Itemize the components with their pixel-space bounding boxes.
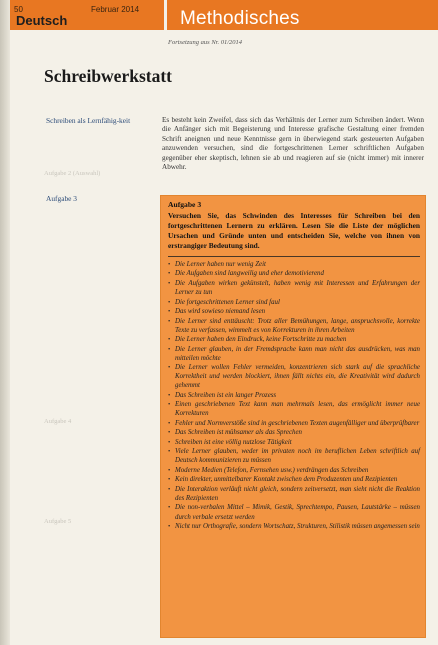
intro-paragraph: Es besteht kein Zweifel, dass sich das Verhältnis der Lerner zum Schreiben ändert. Wenn die Anfänger sich mit Begeisterung und Interesse grafische Gestaltung einer fremden Schrift aneignen und neue Kenntnisse gern in überwiegend stark gesteuerten Aufgaben anzuwenden versuchen, sind die fortgeschrittenen Lerner schriftlichen Aufgaben gegenüber eher skeptisch, lehnen sie ab und reagieren auf sie (nicht immer) mit innerer Abwehr.: [162, 116, 424, 172]
reason-text: Die Lerner glauben, in der Fremdsprache kann man nicht das ausdrücken, was man mitteilen möchte: [175, 345, 420, 362]
bullet-icon: •: [168, 476, 171, 484]
reason-text: Die Lerner sind enttäuscht: Trotz aller Bemühungen, lange, anspruchsvolle, korrekte Texte zu verfassen, wimmelt es von Korrekturen in ihren Arbeiten: [175, 317, 420, 334]
reason-text: Das wird sowieso niemand lesen: [175, 308, 266, 316]
reason-text: Moderne Medien (Telefon, Fernsehen usw.) verdrängen das Schreiben: [175, 466, 369, 474]
bullet-icon: •: [168, 279, 171, 287]
bullet-icon: •: [168, 270, 171, 278]
reason-text: Die Lerner haben nur wenig Zeit: [175, 261, 266, 268]
header-divider: [164, 0, 167, 30]
continuation-note: Fortsetzung aus Nr. 01/2014: [168, 39, 243, 46]
sidebar-task-label: Aufgabe 3: [46, 194, 77, 203]
reason-item: [168, 391, 420, 400]
reason-text: Die non-verbalen Mittel – Mimik, Gestik, Sprechtempo, Pausen, Lautstärke – müssen durch verbale ersetzt werden: [175, 504, 420, 521]
reason-text: Kein direkter, unmittelbarer Kontakt zwischen dem Produzenten und Rezipienten: [175, 476, 398, 484]
reason-item: [168, 447, 420, 465]
bullet-icon: •: [168, 504, 171, 512]
reason-item: [168, 522, 420, 531]
article-title: Schreibwerkstatt: [44, 66, 172, 86]
issue-date: Februar 2014: [91, 5, 140, 14]
reason-item: [168, 317, 420, 335]
reason-item: [168, 485, 420, 503]
bullet-icon: •: [168, 466, 171, 474]
bullet-icon: •: [168, 364, 171, 372]
reason-item: [168, 400, 420, 418]
reason-text: Das Schreiben ist ein langer Prozess: [175, 391, 277, 399]
bullet-icon: •: [168, 485, 171, 493]
reason-item: [168, 503, 420, 521]
reason-text: Die Lerner haben den Eindruck, keine Fortschritte zu machen: [175, 336, 347, 344]
sidebar-faint-line: Aufgabe 5: [44, 518, 72, 525]
bullet-icon: •: [168, 261, 171, 268]
reason-text: Die Aufgaben wirken gekünstelt, haben wenig mit Interessen und Erfahrungen der Lerner zu tun: [175, 279, 420, 297]
task-divider: [168, 256, 420, 257]
sidebar-learning-goal-label: Schreiben als Lernfähig-keit: [46, 116, 131, 125]
task-box: [160, 195, 426, 638]
reason-item: [168, 345, 420, 363]
reason-item: [168, 260, 420, 269]
bullet-icon: •: [168, 298, 171, 306]
reason-item: [168, 269, 420, 278]
reason-text: Die Lerner wollen Fehler vermeiden, konzentrieren sich stark auf die sprachliche Korrektheit und werden blockiert, ihnen fällt nichts ein, die Kreativität wird dadurch gehemmt: [175, 364, 420, 390]
bullet-icon: •: [168, 401, 171, 409]
bullet-icon: •: [168, 308, 171, 316]
reason-text: Das Schreiben ist mühsamer als das Sprechen: [175, 429, 302, 437]
reason-item: [168, 419, 420, 428]
section-title: Methodisches: [180, 8, 300, 29]
bullet-icon: •: [168, 429, 171, 437]
page-number: 50: [14, 5, 23, 14]
reason-item: [168, 363, 420, 390]
reason-item: [168, 428, 420, 437]
page-header: [10, 0, 438, 30]
bullet-icon: •: [168, 391, 171, 399]
reason-item: [168, 298, 420, 307]
bullet-icon: •: [168, 419, 171, 427]
sidebar-faint-line: Aufgabe 4: [44, 418, 72, 425]
reason-text: Einen geschriebenen Text kann man mehrmals lesen, das ermöglicht immer neue Korrekturen: [175, 401, 420, 418]
reason-text: Die Aufgaben sind langweilig und eher demotivierend: [175, 270, 324, 278]
bullet-icon: •: [168, 523, 171, 531]
reason-item: [168, 279, 420, 297]
reason-item: [168, 475, 420, 484]
reason-item: [168, 335, 420, 344]
reason-text: Die fortgeschrittenen Lerner sind faul: [175, 298, 280, 306]
sidebar-faint-line: Aufgabe 2 (Auswahl): [44, 170, 101, 177]
reason-text: Viele Lerner glauben, weder im privaten noch im beruflichen Leben schriftlich auf Deutsch kommunizieren zu müssen: [175, 448, 420, 465]
reason-text: Nicht nur Orthografie, sondern Wortschatz, Strukturen, Stilistik müssen angemessen sein: [175, 523, 420, 531]
bullet-icon: •: [168, 345, 171, 353]
page-binding-edge: [0, 0, 10, 645]
reason-item: [168, 307, 420, 316]
task-instruction: Versuchen Sie, das Schwinden des Interesses für Schreiben bei den fortgeschrittenen Lernern zu erklären. Lesen Sie die Liste der möglichen Ursachen und Gründe unten und entscheiden Sie, welche von ihnen von erstrangiger Bedeutung sind.: [168, 211, 420, 250]
bullet-icon: •: [168, 438, 171, 446]
reason-text: Die Interaktion verläuft nicht gleich, sondern zeitversetzt, man sieht nicht die Reaktion des Rezipienten: [175, 485, 420, 502]
reason-item: [168, 466, 420, 475]
bullet-icon: •: [168, 317, 171, 325]
bullet-icon: •: [168, 336, 171, 344]
task-title: Aufgabe 3: [168, 200, 202, 209]
reason-item: [168, 438, 420, 447]
reason-text: Fehler und Normverstöße sind in geschriebenen Texten augenfälliger und überprüfbarer: [175, 419, 420, 427]
bullet-icon: •: [168, 448, 171, 456]
publication-name: Deutsch: [16, 13, 68, 28]
reason-list: [168, 260, 420, 531]
reason-text: Schreiben ist eine völlig nutzlose Tätigkeit: [175, 438, 292, 446]
